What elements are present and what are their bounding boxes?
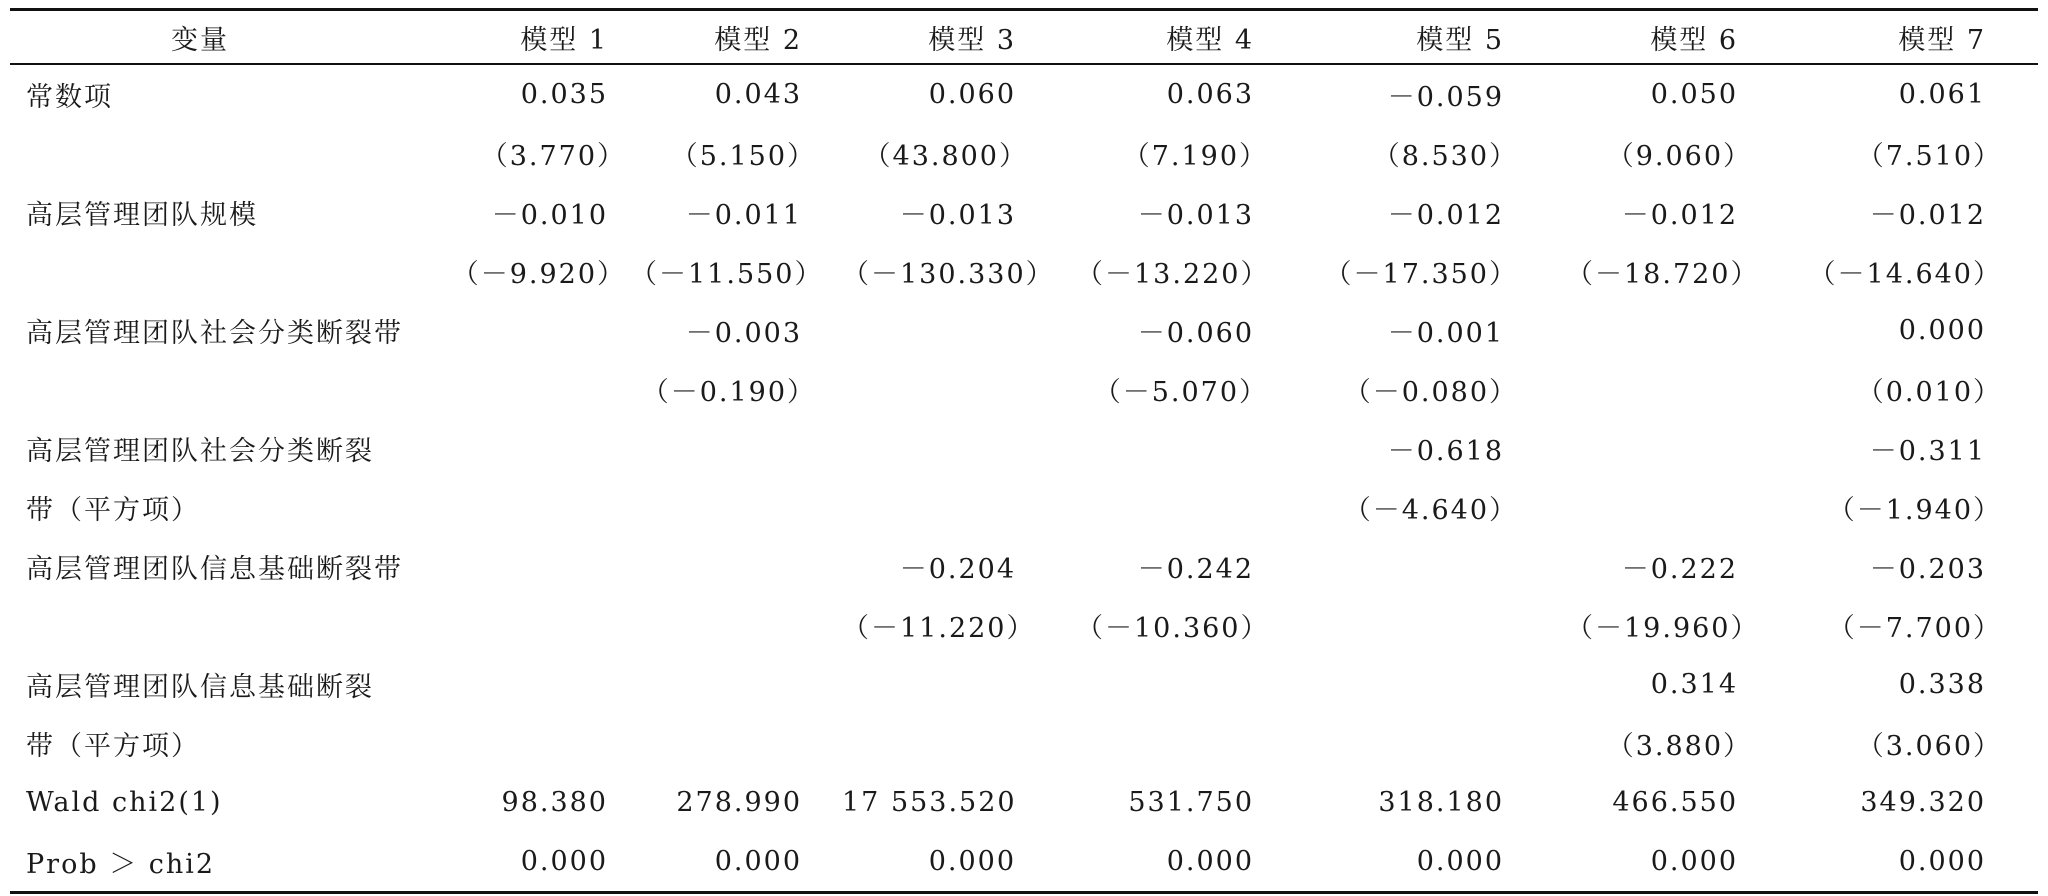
cell-model-3: 0.060	[928, 79, 1016, 110]
table-row	[10, 832, 2038, 893]
cell-model-1	[450, 301, 630, 360]
cell-model-2: －0.011	[685, 200, 802, 231]
table-body	[10, 64, 2038, 893]
cell-model-5	[1312, 596, 1566, 655]
cell-model-3: （－11.220）	[842, 613, 1036, 644]
row-variable-label: 高层管理团队社会分类断裂	[26, 436, 374, 467]
table-row	[10, 478, 2038, 537]
cell-model-2	[630, 596, 842, 655]
table-row	[10, 183, 2038, 242]
cell-model-5: （－17.350）	[1324, 259, 1518, 290]
cell-model-6: －0.222	[1621, 554, 1738, 585]
cell-model-2	[630, 714, 842, 773]
cell-model-1: 0.000	[520, 846, 608, 877]
cell-model-4: （7.190）	[1122, 141, 1268, 172]
cell-model-4: 0.063	[1166, 79, 1254, 110]
table-row	[10, 714, 2038, 773]
cell-model-5: （－0.080）	[1343, 377, 1518, 408]
cell-model-3	[842, 419, 1076, 478]
cell-model-2: －0.003	[685, 318, 802, 349]
table-row	[10, 655, 2038, 714]
cell-model-2: （－11.550）	[630, 259, 824, 290]
cell-model-4: 531.750	[1128, 787, 1254, 818]
cell-model-1	[450, 714, 630, 773]
cell-model-6: －0.012	[1621, 200, 1738, 231]
cell-model-5	[1312, 655, 1566, 714]
cell-model-1	[450, 478, 630, 537]
cell-model-2: （5.150）	[670, 141, 816, 172]
table-row	[10, 242, 2038, 301]
row-variable-label: 高层管理团队信息基础断裂带	[26, 554, 403, 585]
row-variable-label: 高层管理团队社会分类断裂带	[26, 318, 403, 349]
cell-model-1	[450, 596, 630, 655]
cell-model-3: （－130.330）	[842, 259, 1055, 290]
cell-model-1: 98.380	[501, 787, 608, 818]
cell-model-7: （0.010）	[1856, 377, 2002, 408]
cell-model-6: 0.050	[1650, 79, 1738, 110]
cell-model-3	[842, 478, 1076, 537]
table-row	[10, 419, 2038, 478]
header-variable: 变量	[171, 24, 229, 56]
cell-model-1: （3.770）	[480, 141, 626, 172]
header-model-1: 模型 1	[520, 24, 608, 56]
cell-model-3	[842, 655, 1076, 714]
header-model-3: 模型 3	[928, 24, 1016, 56]
cell-model-3	[842, 360, 1076, 419]
cell-model-7: （－7.700）	[1827, 613, 2002, 644]
cell-model-6: 0.314	[1650, 669, 1738, 700]
header-row	[10, 10, 2038, 65]
cell-model-6	[1566, 301, 1786, 360]
cell-model-7: （－14.640）	[1808, 259, 2002, 290]
regression-table-container	[10, 8, 2038, 894]
cell-model-7: 0.000	[1898, 315, 1986, 346]
cell-model-2	[630, 655, 842, 714]
row-variable-label	[10, 596, 450, 655]
row-variable-label: 高层管理团队信息基础断裂	[26, 672, 374, 703]
cell-model-3	[842, 301, 1076, 360]
header-model-6: 模型 6	[1650, 24, 1738, 56]
cell-model-5: －0.618	[1387, 436, 1504, 467]
cell-model-7: （7.510）	[1856, 141, 2002, 172]
cell-model-2: 0.000	[714, 846, 802, 877]
cell-model-4	[1076, 478, 1312, 537]
cell-model-2	[630, 537, 842, 596]
cell-model-7: －0.012	[1869, 200, 1986, 231]
row-variable-label: 带（平方项）	[26, 495, 200, 526]
header-model-2: 模型 2	[714, 24, 802, 56]
table-row	[10, 124, 2038, 183]
cell-model-4	[1076, 419, 1312, 478]
table-row	[10, 596, 2038, 655]
cell-model-4	[1076, 714, 1312, 773]
cell-model-3: －0.013	[899, 200, 1016, 231]
row-variable-label: 常数项	[26, 82, 113, 113]
cell-model-6	[1566, 419, 1786, 478]
cell-model-1: －0.010	[491, 200, 608, 231]
table-row	[10, 360, 2038, 419]
table-row	[10, 301, 2038, 360]
cell-model-3	[842, 714, 1076, 773]
cell-model-4: －0.060	[1137, 318, 1254, 349]
row-variable-label: 高层管理团队规模	[26, 200, 258, 231]
cell-model-2: 278.990	[676, 787, 802, 818]
cell-model-4: （－5.070）	[1093, 377, 1268, 408]
cell-model-4: 0.000	[1166, 846, 1254, 877]
row-variable-label: Wald chi2(1)	[26, 787, 223, 818]
cell-model-7: （－1.940）	[1827, 495, 2002, 526]
cell-model-5: －0.012	[1387, 200, 1504, 231]
cell-model-4: （－13.220）	[1076, 259, 1270, 290]
cell-model-5: －0.059	[1387, 82, 1504, 113]
cell-model-1	[450, 360, 630, 419]
cell-model-5	[1312, 714, 1566, 773]
row-variable-label	[10, 242, 450, 301]
cell-model-5	[1312, 537, 1566, 596]
cell-model-2: 0.043	[714, 79, 802, 110]
cell-model-7: －0.311	[1869, 436, 1986, 467]
cell-model-3: （43.800）	[863, 141, 1028, 172]
cell-model-2	[630, 478, 842, 537]
cell-model-7: （3.060）	[1856, 731, 2002, 762]
cell-model-1	[450, 419, 630, 478]
cell-model-6: （－19.960）	[1566, 613, 1760, 644]
cell-model-3: 17 553.520	[842, 787, 1017, 818]
cell-model-6	[1566, 478, 1786, 537]
cell-model-6: 0.000	[1650, 846, 1738, 877]
cell-model-3: 0.000	[928, 846, 1016, 877]
row-variable-label	[10, 124, 450, 183]
cell-model-4: －0.242	[1137, 554, 1254, 585]
header-model-5: 模型 5	[1416, 24, 1504, 56]
table-row	[10, 537, 2038, 596]
cell-model-7: －0.203	[1869, 554, 1986, 585]
cell-model-7: 0.000	[1898, 846, 1986, 877]
header-model-4: 模型 4	[1166, 24, 1254, 56]
row-variable-label: 带（平方项）	[26, 731, 200, 762]
cell-model-7: 0.061	[1898, 79, 1986, 110]
cell-model-6: 466.550	[1612, 787, 1738, 818]
cell-model-4	[1076, 655, 1312, 714]
cell-model-1: 0.035	[520, 79, 608, 110]
cell-model-1	[450, 537, 630, 596]
cell-model-5: 0.000	[1416, 846, 1504, 877]
cell-model-5: 318.180	[1378, 787, 1504, 818]
cell-model-4: （－10.360）	[1076, 613, 1270, 644]
cell-model-1: （－9.920）	[451, 259, 626, 290]
cell-model-6: （3.880）	[1606, 731, 1752, 762]
table-row	[10, 773, 2038, 832]
cell-model-6: （－18.720）	[1566, 259, 1760, 290]
cell-model-5: （－4.640）	[1343, 495, 1518, 526]
cell-model-5: （8.530）	[1372, 141, 1518, 172]
cell-model-4: －0.013	[1137, 200, 1254, 231]
cell-model-3: －0.204	[899, 554, 1016, 585]
cell-model-2: （－0.190）	[641, 377, 816, 408]
table-row	[10, 64, 2038, 124]
cell-model-7: 0.338	[1898, 669, 1986, 700]
cell-model-7: 349.320	[1860, 787, 1986, 818]
row-variable-label	[10, 360, 450, 419]
header-model-7: 模型 7	[1898, 24, 1986, 56]
regression-results-table	[10, 8, 2038, 894]
cell-model-6	[1566, 360, 1786, 419]
cell-model-1	[450, 655, 630, 714]
table-header	[10, 10, 2038, 65]
cell-model-5: －0.001	[1387, 318, 1504, 349]
row-variable-label: Prob ＞ chi2	[26, 849, 216, 880]
cell-model-6: （9.060）	[1606, 141, 1752, 172]
cell-model-2	[630, 419, 842, 478]
